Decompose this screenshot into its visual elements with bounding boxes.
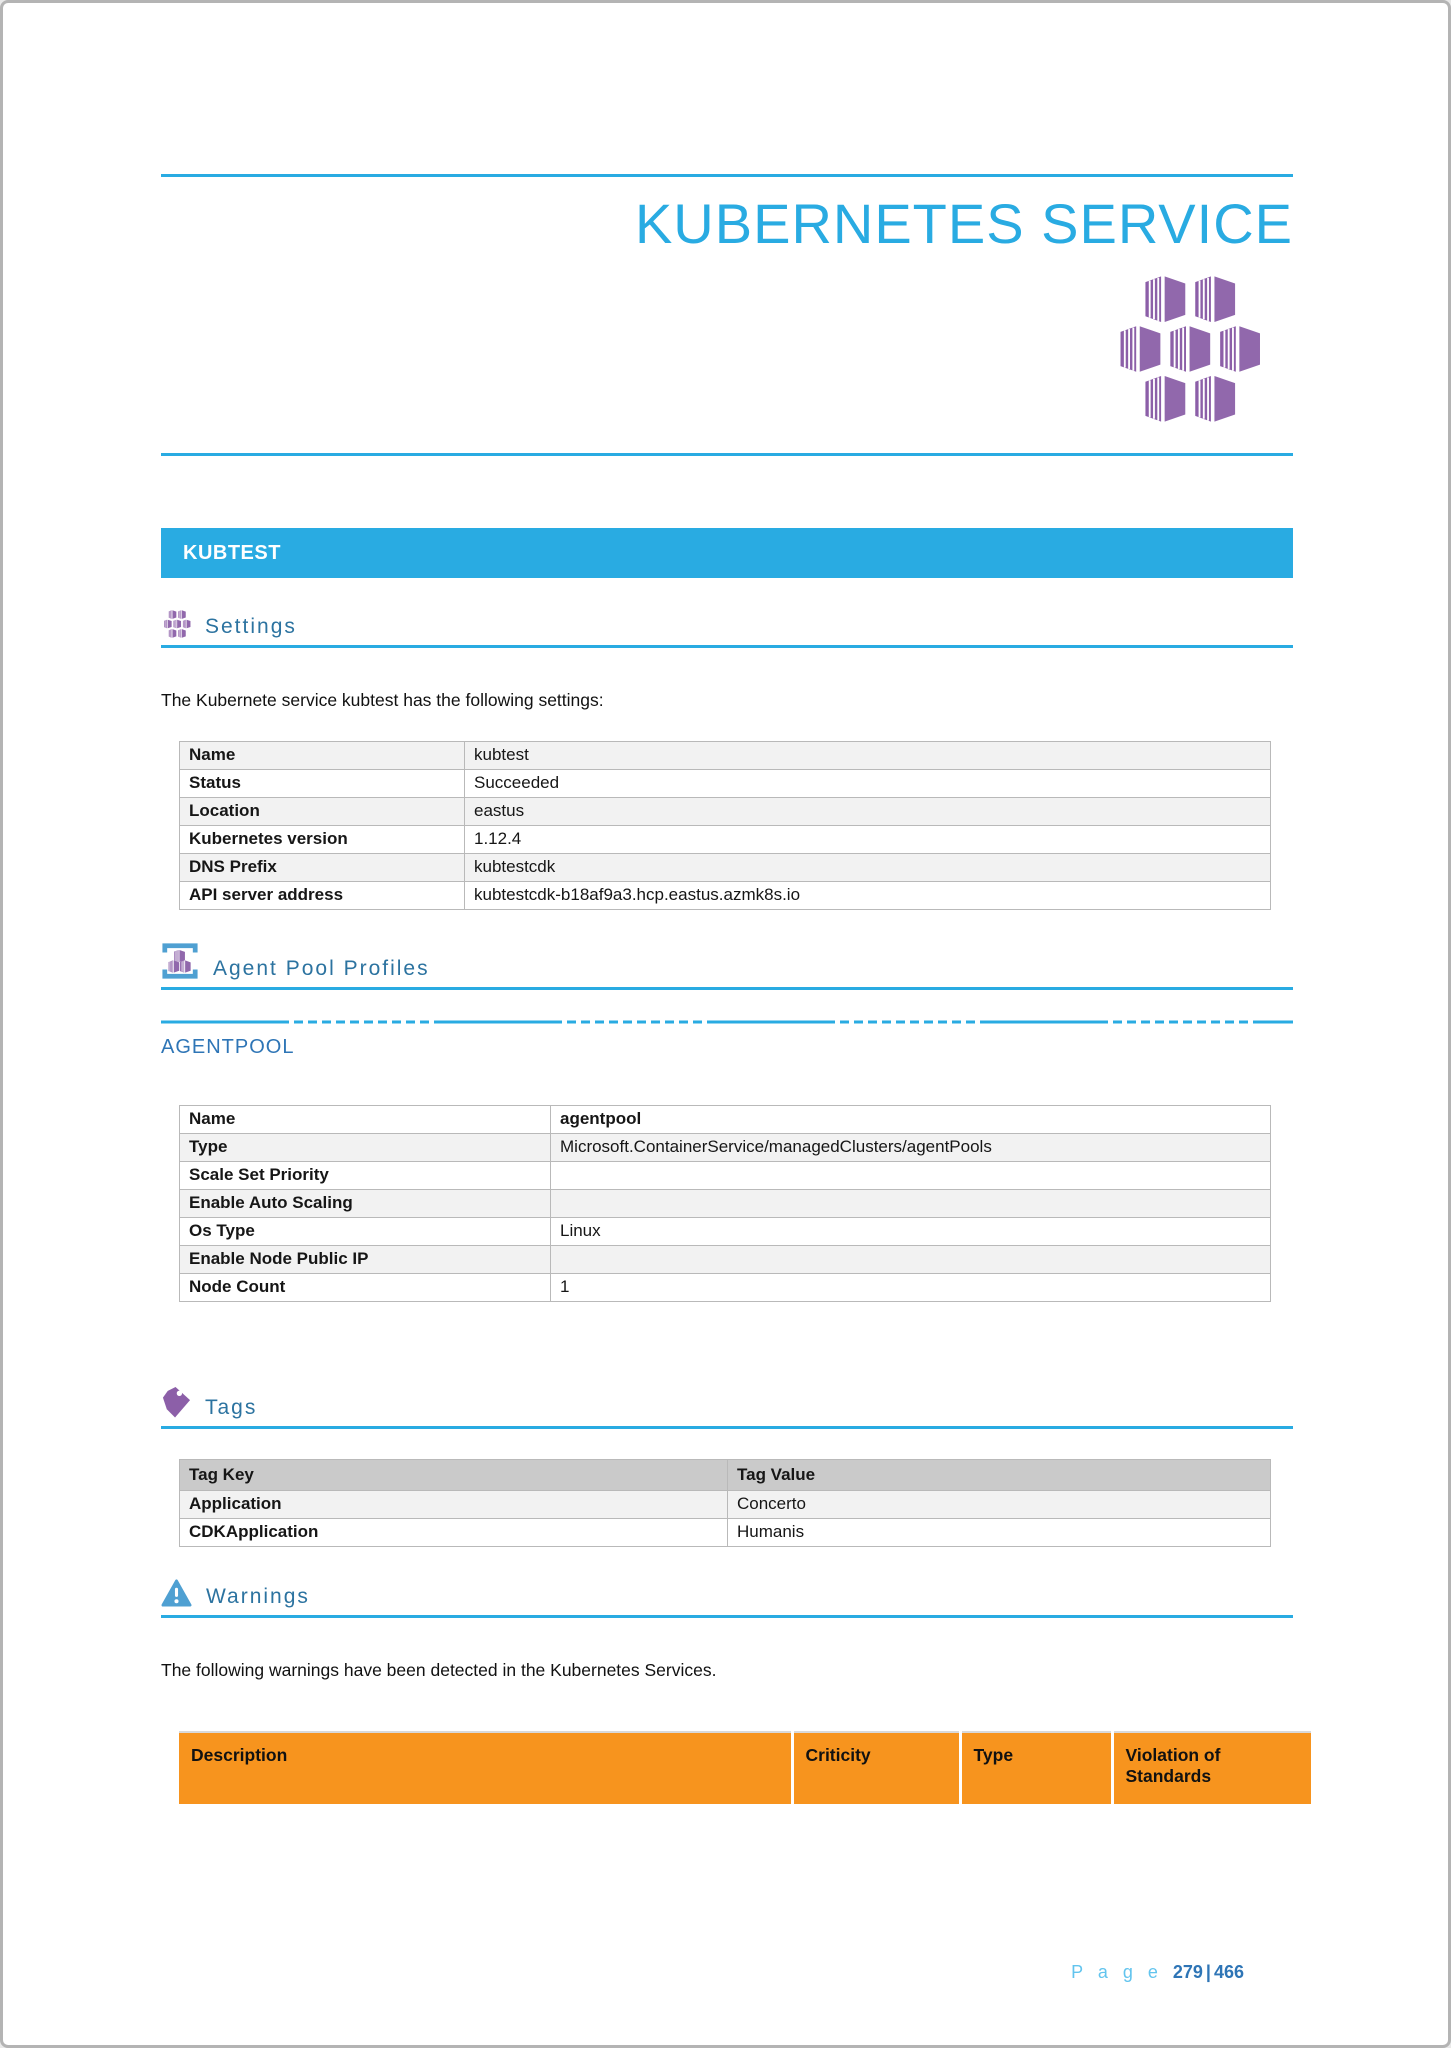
- page-separator: |: [1205, 1962, 1211, 1982]
- row-label: DNS Prefix: [180, 853, 465, 881]
- table-row: [180, 1490, 1271, 1518]
- column-header: Type: [960, 1732, 1112, 1804]
- row-label: Location: [180, 797, 465, 825]
- kubernetes-service-icon: [1102, 275, 1265, 423]
- table-row: [180, 1161, 1271, 1189]
- tags-table: [179, 1459, 1271, 1547]
- cell-value: Linux: [551, 1217, 1271, 1245]
- column-header: Violation of Standards: [1112, 1732, 1311, 1804]
- section-title: Settings: [205, 614, 297, 638]
- table-row: [180, 825, 1271, 853]
- table-row: [180, 1245, 1271, 1273]
- row-label: Node Count: [180, 1273, 551, 1301]
- row-label: Enable Auto Scaling: [180, 1189, 551, 1217]
- warnings-table: [179, 1731, 1311, 1804]
- page-label: P a g e: [1071, 1962, 1163, 1982]
- kubernetes-service-icon: [161, 275, 1293, 425]
- table-header-row: [179, 1732, 1311, 1804]
- section-title: Tags: [205, 1395, 258, 1419]
- settings-table: [179, 741, 1271, 910]
- cell-value: Succeeded: [465, 769, 1271, 797]
- dashed-divider: [161, 1020, 1293, 1024]
- column-header: Tag Key: [180, 1459, 728, 1490]
- top-divider: [161, 174, 1293, 177]
- row-label: API server address: [180, 881, 465, 909]
- tags-section-header: [161, 1386, 1293, 1429]
- cell-value: agentpool: [551, 1105, 1271, 1133]
- table-row: [180, 1217, 1271, 1245]
- warnings-section-header: [161, 1579, 1293, 1618]
- cell-value: [551, 1189, 1271, 1217]
- row-label: Kubernetes version: [180, 825, 465, 853]
- row-label: Name: [180, 741, 465, 769]
- page-footer: [1071, 1962, 1244, 1983]
- cell-value: Concerto: [728, 1490, 1271, 1518]
- table-row: [180, 1518, 1271, 1546]
- agent-pool-table: [179, 1105, 1271, 1302]
- row-label: Application: [180, 1490, 728, 1518]
- warning-triangle-icon: [161, 1579, 192, 1608]
- settings-intro-text: The Kubernete service kubtest has the following settings:: [161, 689, 604, 710]
- cell-value: eastus: [465, 797, 1271, 825]
- cell-value: kubtestcdk: [465, 853, 1271, 881]
- tag-icon: [161, 1386, 191, 1419]
- page-current: 279: [1172, 1962, 1203, 1982]
- agent-pool-icon: [161, 942, 199, 980]
- warnings-intro-text: The following warnings have been detected in the Kubernetes Services.: [161, 1659, 717, 1680]
- row-label: CDKApplication: [180, 1518, 728, 1546]
- cell-value: [551, 1161, 1271, 1189]
- table-row: [180, 797, 1271, 825]
- cell-value: 1: [551, 1273, 1271, 1301]
- kubernetes-cluster-icon: [161, 610, 191, 638]
- row-label: Os Type: [180, 1217, 551, 1245]
- row-label: Enable Node Public IP: [180, 1245, 551, 1273]
- cell-value: Humanis: [728, 1518, 1271, 1546]
- cell-value: [551, 1245, 1271, 1273]
- settings-section-header: [161, 610, 1293, 648]
- table-row: [180, 1105, 1271, 1133]
- table-row: [180, 1273, 1271, 1301]
- page-total: 466: [1213, 1962, 1244, 1982]
- table-row: [180, 853, 1271, 881]
- row-label: Status: [180, 769, 465, 797]
- row-label: Name: [180, 1105, 551, 1133]
- cell-value: 1.12.4: [465, 825, 1271, 853]
- agent-pool-name-heading: AGENTPOOL: [161, 1035, 295, 1058]
- cell-value: Microsoft.ContainerService/managedClusters/agentPools: [551, 1133, 1271, 1161]
- agent-pool-section-header: [161, 942, 1293, 990]
- column-header: Criticity: [792, 1732, 960, 1804]
- table-header-row: [180, 1459, 1271, 1490]
- section-title: Warnings: [206, 1584, 310, 1608]
- cell-value: kubtest: [465, 741, 1271, 769]
- section-title: Agent Pool Profiles: [213, 956, 430, 980]
- table-row: [180, 769, 1271, 797]
- resource-banner: KUBTEST: [161, 528, 1293, 578]
- page-title: KUBERNETES SERVICE: [634, 192, 1293, 255]
- header-divider: [161, 453, 1293, 456]
- column-header: Tag Value: [728, 1459, 1271, 1490]
- table-row: [180, 1133, 1271, 1161]
- table-row: [180, 1189, 1271, 1217]
- row-label: Scale Set Priority: [180, 1161, 551, 1189]
- table-row: [180, 881, 1271, 909]
- table-row: [180, 741, 1271, 769]
- row-label: Type: [180, 1133, 551, 1161]
- column-header: Description: [179, 1732, 792, 1804]
- cell-value: kubtestcdk-b18af9a3.hcp.eastus.azmk8s.io: [465, 881, 1271, 909]
